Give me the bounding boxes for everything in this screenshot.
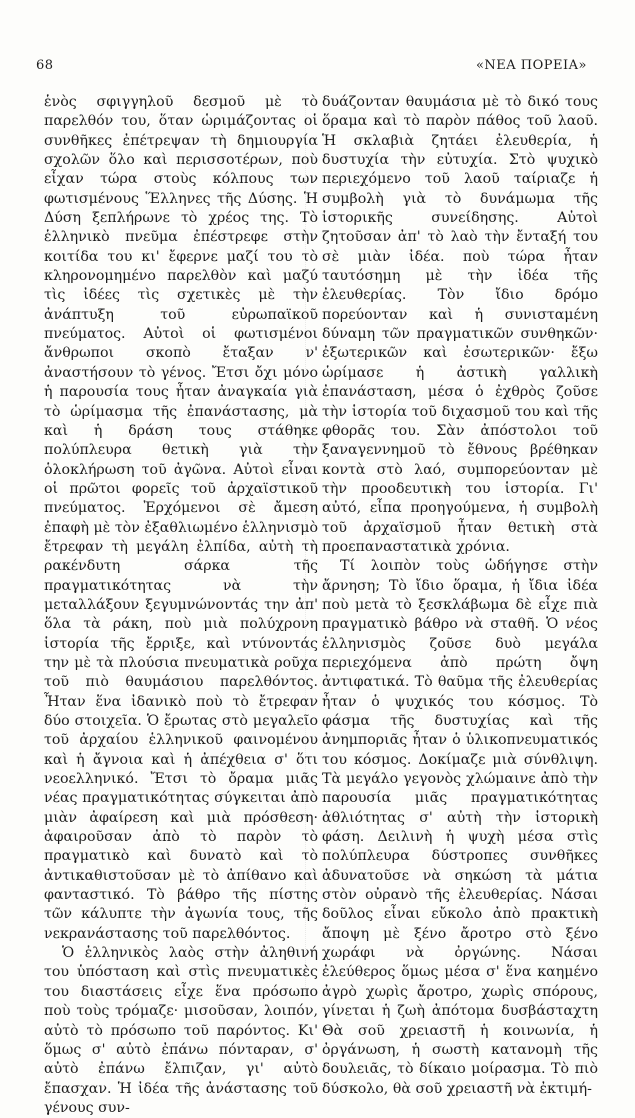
page-number: 68 (36, 58, 54, 73)
paragraph: Ὁ ἑλληνικὸς λαὸς στὴν ἀληθινή του ὑπόσταση καὶ στὶς πνευματικὲς του διαστάσεις εἶχε ἕνα πρόσωπο ποὺ τοὺς τρόμαζε· μισοῦσαν, λοιπόν, αὐτὸ τὸ πρόσωπο τοῦ παρόντος. Κι' ὅμως σ' αὐτὸ ἐπάνω πόνταραν, σ' αὐτὸ ἐπάνω ἔλπιζαν, γι' αὐτὸ ἔπασχαν. Ἡ ἰδέα τῆς ἀνάστασης τοῦ γένους συν- (44, 945, 318, 1116)
page-header (36, 58, 587, 80)
right-column (322, 93, 598, 1099)
running-title: «ΝΕΑ ΠΟΡΕΙΑ» (475, 58, 587, 73)
paragraph: δυάζονταν θαυμάσια μὲ τὸ δικό τους ὅραμα καὶ τὸ παρὸν πάθος τοῦ λαοῦ. Ἡ σκλαβιὰ ζητάει ἐλευθερία, ἡ δυστυχία τὴν εὐτυχία. Στὸ ψυχικὸ περιεχόμενο τοῦ λαοῦ ταίριαζε ἡ συμβολὴ γιὰ τὸ δυνάμωμα τῆς ἱστορικῆς συνείδησης. Αὐτοὶ ζητοῦσαν ἀπ' τὸ λαὸ τὴν ἔνταξή του σὲ μιὰν ἰδέα. ποὺ τώρα ἦταν ταυτόσημη μὲ τὴν ἰδέα τῆς ἐλευθερίας. Τὸν ἴδιο δρόμο πορεύονταν καὶ ἡ συνισταμένη δύναμη τῶν πραγματικῶν συνθηκῶν· ἐξωτερικῶν καὶ ἐσωτερικῶν· ἔξω ὡρίμασε ἡ ἀστικὴ γαλλικὴ ἐπανάσταση, μέσα ὁ ἐχθρὸς ζοῦσε τὴν ἱστορία τοῦ διχασμοῦ του καὶ τῆς φθορᾶς του. Σὰν ἀπόστολοι τοῦ ξαναγεννημοῦ τὸ ἔθνους βρέθηκαν κοντὰ στὸ λαό, συμπορεύονταν μὲ τὴν προοδευτικὴ του ἱστορία. Γι' αὐτό, εἶπα προηγούμενα, ἡ συμβολὴ τοῦ ἀρχαϊσμοῦ ἦταν θετικὴ στὰ προεπαναστατικὰ χρόνια. (322, 94, 598, 555)
left-column (44, 93, 318, 1118)
paragraph: Τί λοιπὸν τοὺς ὡδήγησε στὴν ἄρνηση; Τὸ ἴδιο ὅραμα, ἡ ἴδια ἰδέα ποὺ μετὰ τὸ ξεσκλάβωμα δὲ εἶχε πιὰ πραγματικὸ βάθρο νὰ σταθῆ. Ὁ νέος ἑλληνισμὸς ζοῦσε δυὸ μεγάλα περιεχόμενα ἀπὸ πρώτη ὄψη ἀντιφατικά. Τὸ θαῦμα τῆς ἐλευθερίας ἦταν ὁ ψυχικός του κόσμος. Τὸ φάσμα τῆς δυστυχίας καὶ τῆς ἀνημποριᾶς ἦταν ὁ ὑλικοπνευματικός του κόσμος. Δοκίμαζε μιὰ σύνθλιψη. Τὰ μεγάλο γεγονὸς χλώμαινε ἀπὸ τὴν παρουσία μιᾶς πραγματικότητας ἀθλιότητας σ' αὐτὴ τὴν ἱστορικὴ φάση. Δειλινὴ ἡ ψυχὴ μέσα στὶς πολύπλευρα δύστροπες συνθῆκες ἀδυνατοῦσε νὰ σηκώση τὰ μάτια στὸν οὐρανὸ τῆς ἐλευθερίας. Νάσαι δοῦλος εἶναι εὔκολο ἀπὸ πρακτικὴ ἄποψη μὲ ξένο ἄροτρο στὸ ξένο χωράφι νὰ ὀργώνης. Νάσαι ἐλεύθερος ὅμως μέσα σ' ἕνα καημένο ἀγρὸ χωρὶς ἄροτρο, χωρὶς σπόρους, γίνεται ἡ ζωὴ ἀπότομα δυσβάσταχτη Θὰ σοῦ χρειαστῆ ἡ κοινωνία, ἡ ὀργάνωση, ἡ σωστὴ κατανομὴ τῆς δουλειᾶς, τὸ δίκαιο μοίρασμα. Τὸ πιὸ δύσκολο, θὰ σοῦ χρειαστῆ νὰ ἐκτιμή- (322, 558, 598, 1097)
paragraph: ἑνὸς σφιγγηλοῦ δεσμοῦ μὲ τὸ παρελθόν του, ὅταν ὡριμάζοντας οἱ συνθῆκες ἐπέτρεψαν τὴ δημιουργία σχολῶν ὅλο καὶ περισσοτέρων, ποὺ εἶχαν τώρα στοὺς κόλπους των φωτισμένους Ἕλληνες τῆς Δύσης. Ἡ Δύση ξεπλήρωνε τὸ χρέος της. Τὸ ἑλληνικὸ πνεῦμα ἐπέστρεφε στὴν κοιτίδα του κι' ἔφερνε μαζί του τὸ κληρονομημένο παρελθὸν καὶ μαζύ τὶς ἰδέες τὶς σχετικὲς μὲ τὴν ἀνάπτυξη τοῦ εὐρωπαϊκοῦ πνεύματος. Αὐτοὶ οἱ φωτισμένοι ἄνθρωποι σκοπὸ ἔταξαν ν' ἀναστήσουν τὸ γένος. Ἔτσι ὄχι μόνο ἡ παρουσία τους ἦταν ἀναγκαία γιὰ τὸ ὡρίμασμα τῆς ἐπανάστασης, μὰ καὶ ἡ δράση τους στάθηκε πολύπλευρα θετικὴ γιὰ τὴν ὁλοκλήρωση τοῦ ἀγῶνα. Αὐτοὶ εἶναι οἱ πρῶτοι φορεῖς τοῦ ἀρχαϊστικοῦ πνεύματος. Ἐρχόμενοι σὲ ἄμεση ἐπαφὴ μὲ τὸν ἐξαθλιωμένο ἑλληνισμὸ ἔτρεφαν τὴ μεγάλη ἐλπίδα, αὐτὴ τὴ ρακένδυτη σάρκα τῆς πραγματικότητας νὰ τὴν μεταλλάξουν ξεγυμνώνοντάς την ἀπ' ὅλα τὰ ράκη, ποὺ μιὰ πολύχρονη ἱστορία τῆς ἔρριξε, καὶ ντύνοντάς την μὲ τὰ πλούσια πνευματικὰ ροῦχα τοῦ πιὸ θαυμάσιου παρελθόντος. Ἦταν ἕνα ἰδανικὸ ποὺ τὸ ἔτρεφαν δύο στοιχεῖα. Ὁ ἔρωτας στὸ μεγαλεῖο τοῦ ἀρχαίου ἑλληνικοῦ φαινομένου καὶ ἡ ἄγνοια καὶ ἡ ἀπέχθεια σ' ὅτι νεοελληνικό. Ἔτσι τὸ ὄραμα μιᾶς νέας πραγματικότητας σύγκειται ἀπὸ μιὰν ἀφαίρεση καὶ μιὰ πρόσθεση· ἀφαιροῦσαν ἀπὸ τὸ παρὸν τὸ πραγματικὸ καὶ δυνατὸ καὶ τὸ ἀντικαθιστοῦσαν μὲ τὸ ἀπίθανο καὶ φανταστικό. Τὸ βάθρο τῆς πίστης τῶν κάλυπτε τὴν ἀγωνία τους, τῆς νεκρανάστασης τοῦ παρελθόντος. (44, 94, 318, 942)
